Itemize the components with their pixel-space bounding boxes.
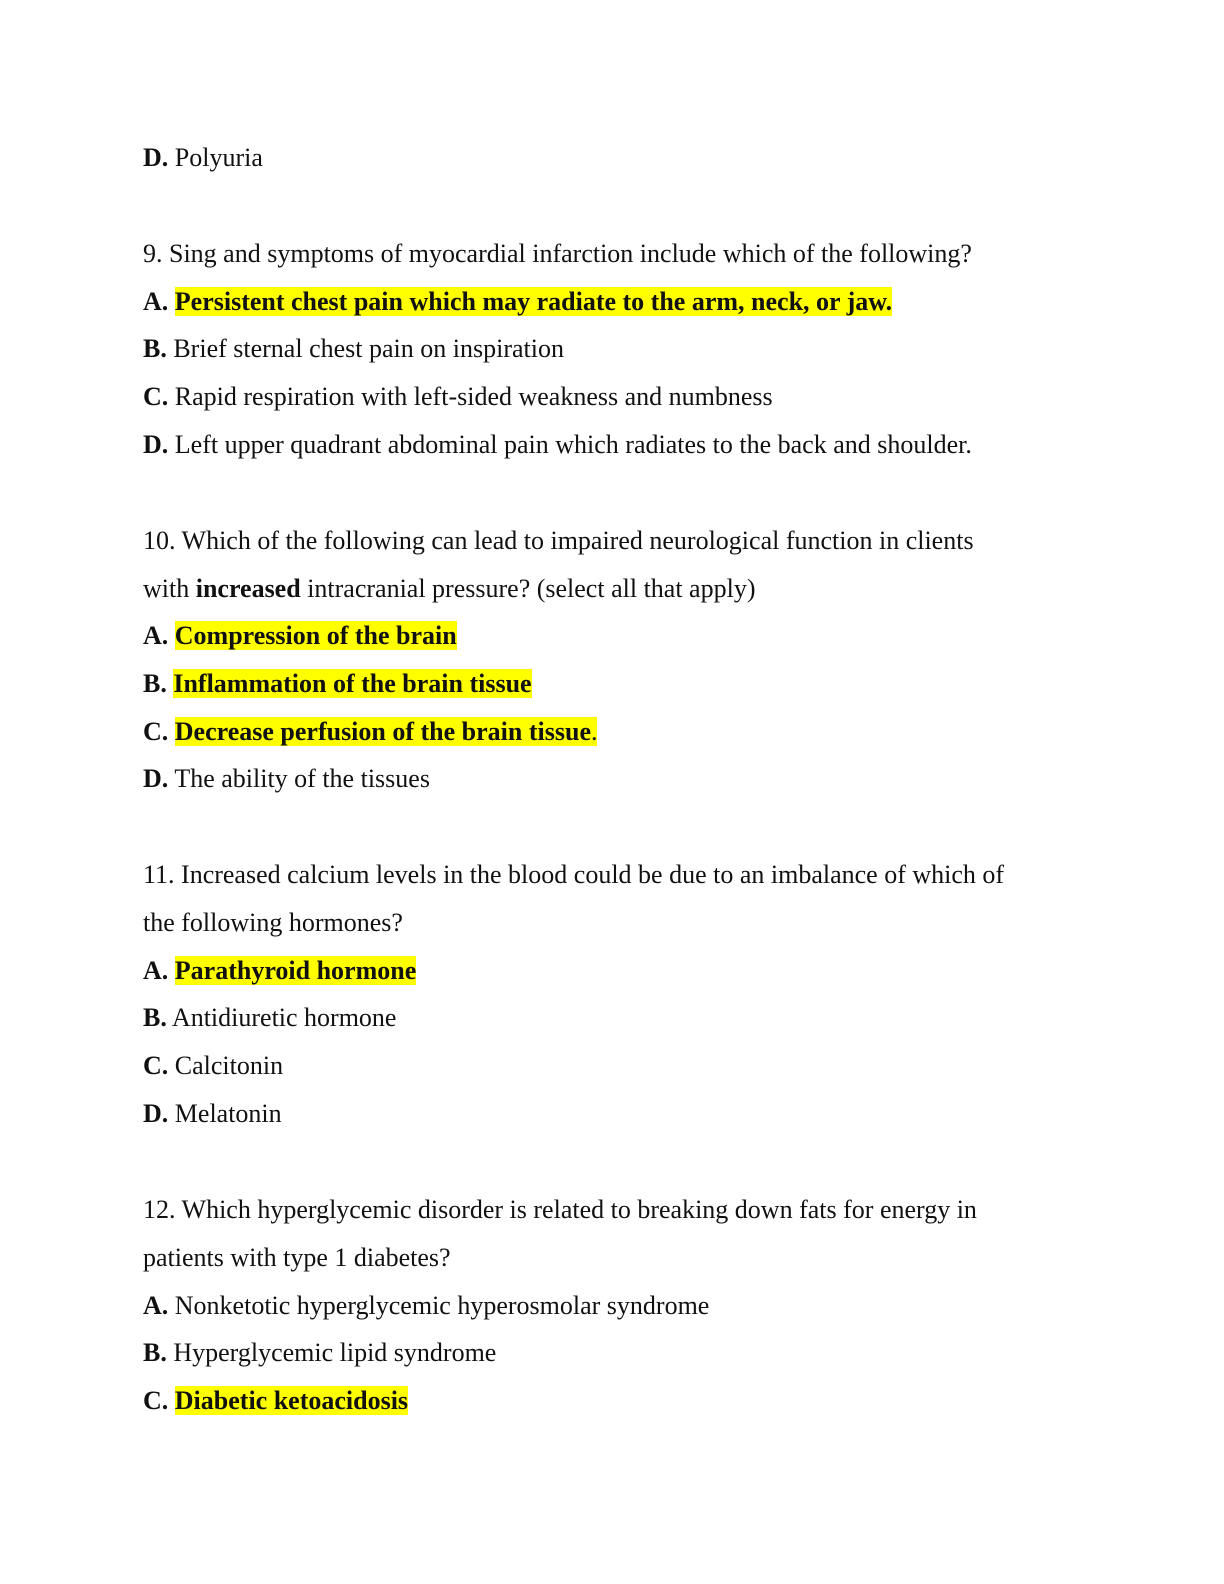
- q11-option-c: [143, 1049, 283, 1083]
- q11-question-line1: 11. Increased calcium levels in the blood could be due to an imbalance of which of: [143, 860, 1005, 889]
- q8-option-d: [143, 141, 263, 175]
- q12-option-a: [143, 1289, 709, 1323]
- option-text: Hyperglycemic lipid syndrome: [173, 1338, 497, 1367]
- option-text: Rapid respiration with left-sided weakness and numbness: [174, 382, 773, 411]
- option-text: Decrease perfusion of the brain tissue: [174, 717, 591, 746]
- emphasis-text: increased: [195, 574, 301, 603]
- option-letter: C.: [143, 382, 169, 411]
- option-letter: D.: [143, 430, 169, 459]
- correct-answer-highlight: [175, 717, 598, 746]
- q9-option-b: [143, 332, 564, 366]
- option-letter: B.: [143, 1338, 167, 1367]
- q12-question-line1: 12. Which hyperglycemic disorder is related to breaking down fats for energy in: [143, 1195, 977, 1224]
- option-letter: A.: [143, 621, 169, 650]
- option-text: Polyuria: [174, 143, 263, 172]
- q12-option-b: [143, 1336, 496, 1370]
- option-letter: A.: [143, 956, 169, 985]
- option-letter: C.: [143, 717, 169, 746]
- q10-question-line1: 10. Which of the following can lead to impaired neurological function in clients: [143, 526, 974, 555]
- option-text: Nonketotic hyperglycemic hyperosmolar syndrome: [174, 1291, 710, 1320]
- correct-answer-highlight: Parathyroid hormone: [174, 956, 417, 985]
- q9-question: 9. Sing and symptoms of myocardial infarction include which of the following?: [143, 239, 972, 268]
- q11-question-line2: the following hormones?: [143, 908, 403, 937]
- q9-option-a: [143, 285, 892, 319]
- option-text: Antidiuretic hormone: [171, 1003, 397, 1032]
- option-letter: B.: [143, 669, 167, 698]
- option-letter: B.: [143, 1003, 167, 1032]
- correct-answer-highlight: Compression of the brain: [174, 621, 457, 650]
- q11-option-d: [143, 1097, 282, 1131]
- q9-option-c: [143, 380, 773, 414]
- correct-answer-highlight: Diabetic ketoacidosis: [174, 1386, 409, 1415]
- option-text: Melatonin: [174, 1099, 282, 1128]
- option-text: Left upper quadrant abdominal pain which radiates to the back and shoulder.: [174, 430, 972, 459]
- correct-answer-highlight: Persistent chest pain which may radiate to the arm, neck, or jaw.: [174, 287, 893, 316]
- option-letter: D.: [143, 1099, 169, 1128]
- q10-option-b: [143, 667, 532, 701]
- correct-answer-highlight: Inflammation of the brain tissue: [173, 669, 532, 698]
- option-text: Brief sternal chest pain on inspiration: [173, 334, 564, 363]
- option-letter: D.: [143, 143, 169, 172]
- q11-option-b: [143, 1001, 396, 1035]
- option-letter: C.: [143, 1386, 169, 1415]
- q9-option-d: [143, 428, 972, 462]
- option-letter: A.: [143, 287, 169, 316]
- q12-question-line2: patients with type 1 diabetes?: [143, 1243, 451, 1272]
- q10-option-a: [143, 619, 457, 653]
- option-text: The ability of the tissues: [174, 764, 430, 793]
- q10-question-line2: [143, 572, 755, 606]
- option-text: Calcitonin: [174, 1051, 284, 1080]
- question-text: intracranial pressure? (select all that apply): [307, 574, 756, 603]
- q11-option-a: [143, 954, 416, 988]
- q10-option-c: [143, 715, 597, 749]
- q10-option-d: [143, 762, 430, 796]
- q12-option-c: [143, 1384, 408, 1418]
- option-suffix: .: [590, 717, 598, 746]
- question-text: with: [143, 574, 190, 603]
- option-letter: C.: [143, 1051, 169, 1080]
- option-letter: A.: [143, 1291, 169, 1320]
- option-letter: B.: [143, 334, 167, 363]
- option-letter: D.: [143, 764, 169, 793]
